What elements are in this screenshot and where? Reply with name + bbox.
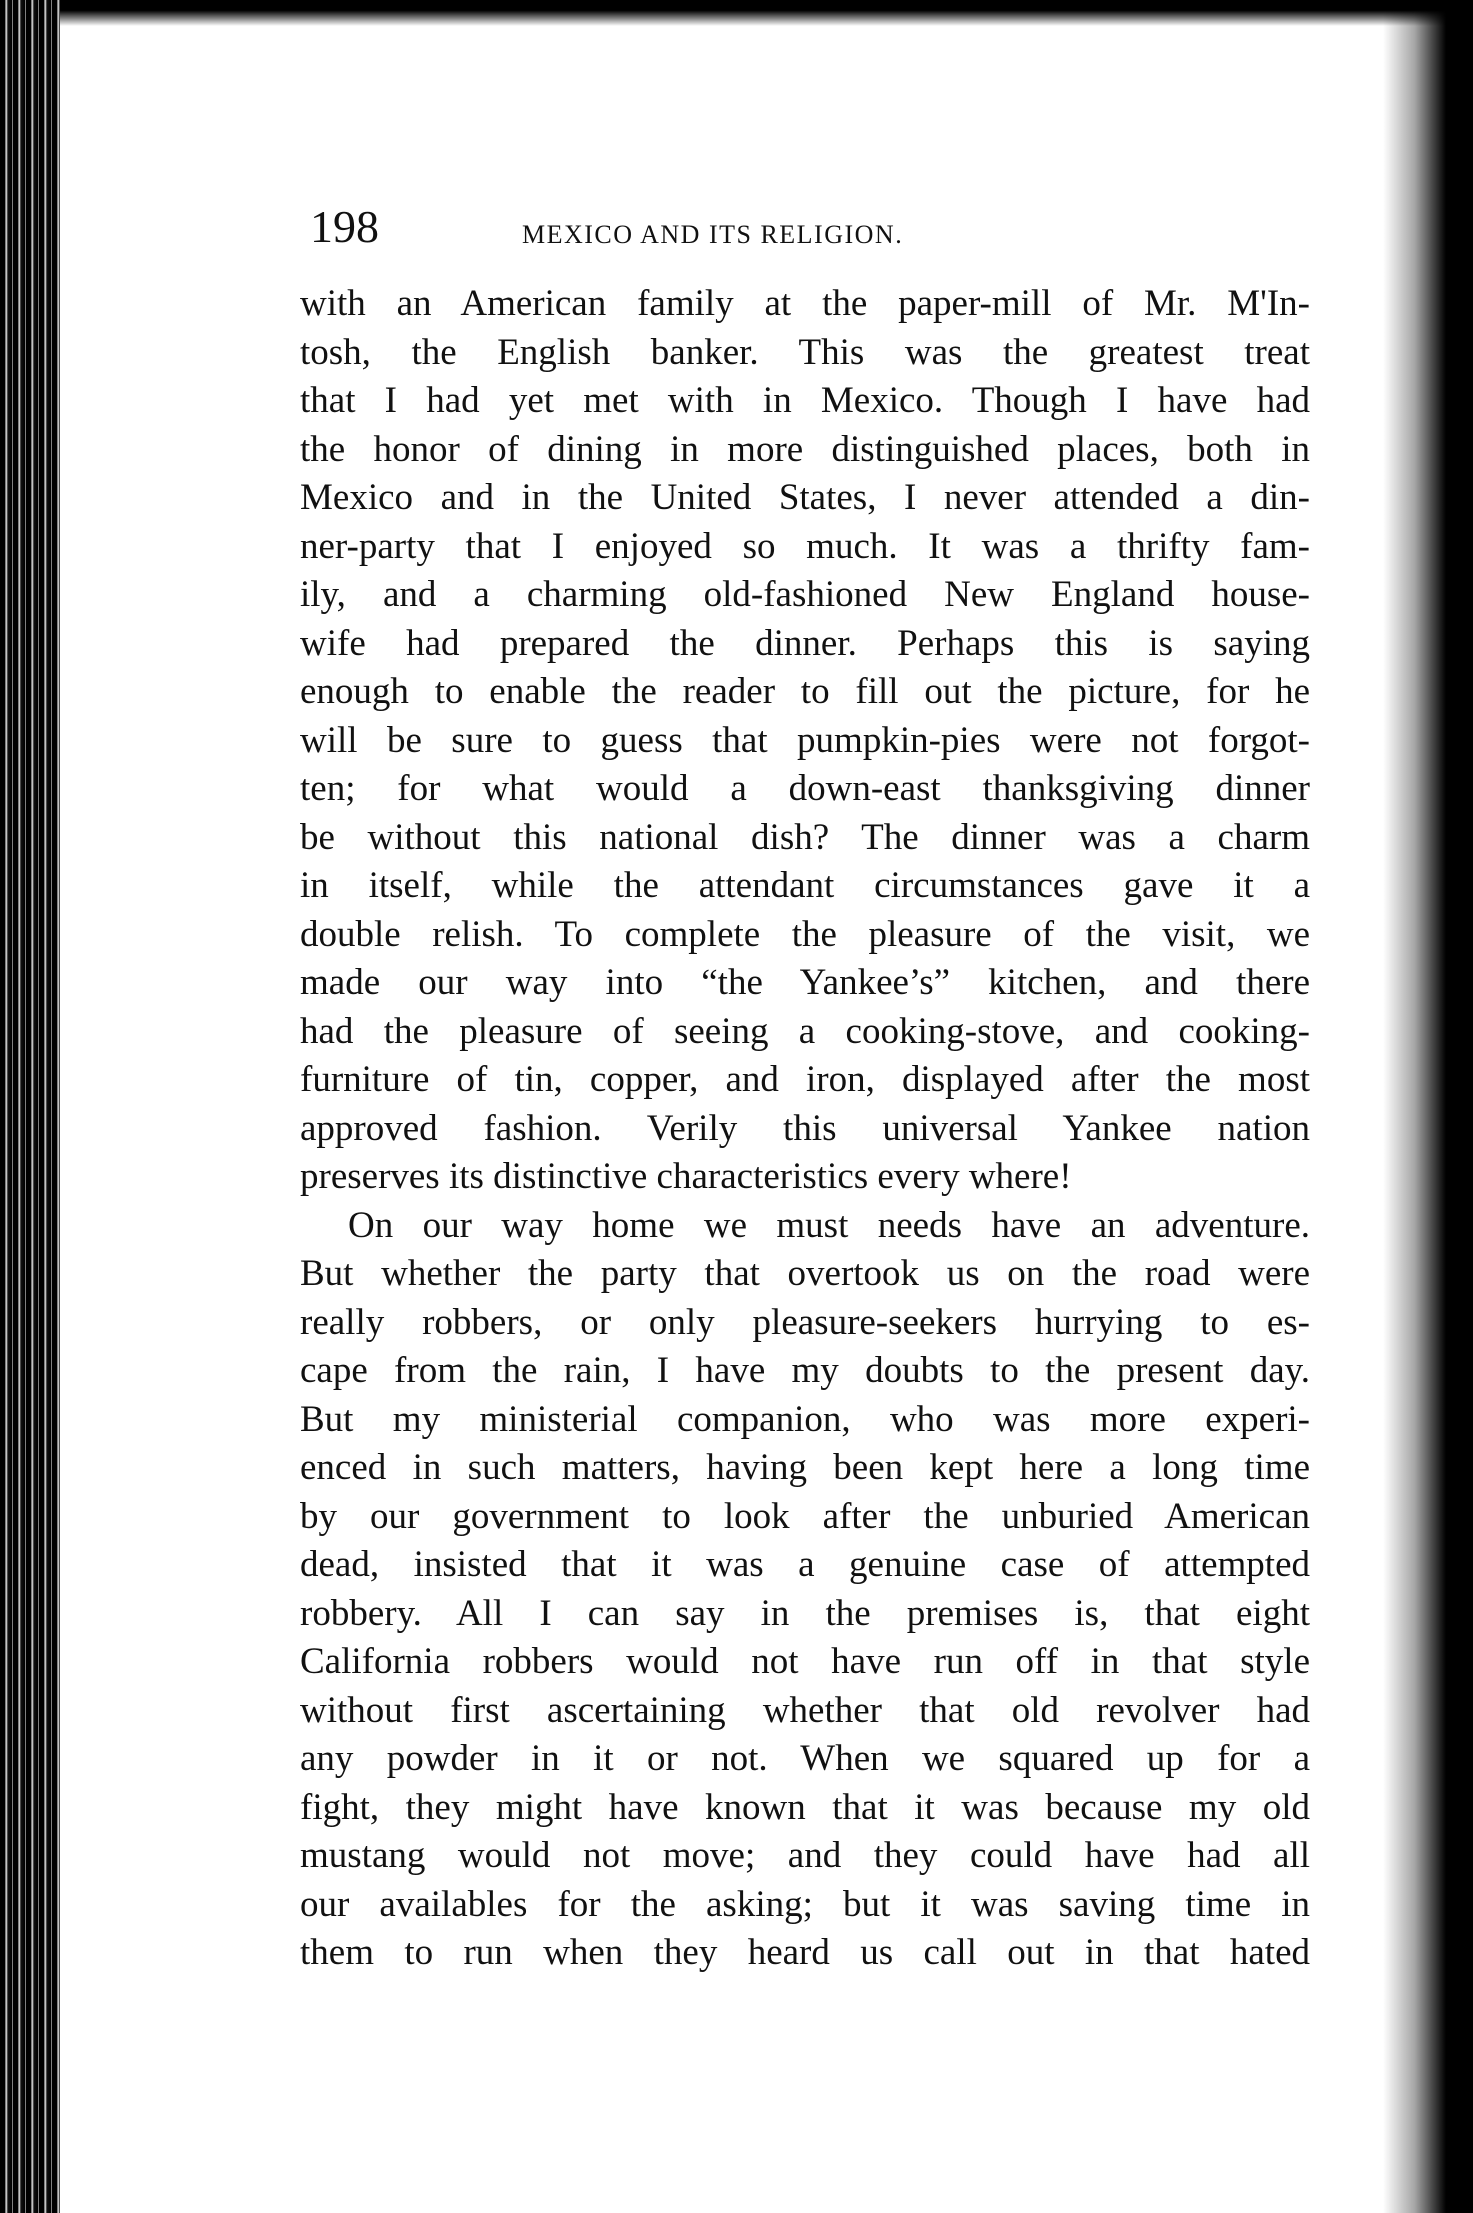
text-line: made our way into “the Yankee’s” kitchen, and there — [300, 962, 1310, 1003]
paragraph — [300, 280, 1310, 1202]
right-edge-shadow — [1383, 0, 1473, 2213]
body-text — [300, 280, 1310, 1978]
page-number: 198 — [310, 201, 379, 252]
text-line: tosh, the English banker. This was the greatest treat — [300, 331, 1310, 373]
text-line: mustang would not move; and they could have had all — [300, 1835, 1310, 1876]
text-line: preserves its distinctive characteristics every where! — [300, 1156, 1072, 1197]
text-line: the honor of dining in more distinguished places, both in — [300, 428, 1310, 470]
text-line: our availables for the asking; but it was saving time in — [300, 1883, 1310, 1925]
text-line: fight, they might have known that it was because my old — [300, 1786, 1310, 1828]
text-line: But whether the party that overtook us on the road were — [300, 1253, 1310, 1294]
text-line: cape from the rain, I have my doubts to the present day. — [300, 1350, 1310, 1391]
text-line: But my ministerial companion, who was more experi- — [300, 1398, 1310, 1440]
top-edge-shadow — [60, 0, 1473, 26]
text-line: any powder in it or not. When we squared up for a — [300, 1738, 1310, 1779]
text-line: them to run when they heard us call out in that hated — [300, 1932, 1310, 1973]
paragraph — [300, 1202, 1310, 1978]
text-line: robbery. All I can say in the premises is, that eight — [300, 1592, 1310, 1634]
text-line: had the pleasure of seeing a cooking-stove, and cooking- — [300, 1010, 1310, 1052]
text-line: ner-party that I enjoyed so much. It was a thrifty fam- — [300, 525, 1310, 567]
text-line: by our government to look after the unburied American — [300, 1495, 1310, 1537]
text-line: be without this national dish? The dinner was a charm — [300, 816, 1310, 858]
text-line: furniture of tin, copper, and iron, displayed after the most — [300, 1059, 1310, 1100]
text-line: On our way home we must needs have an adventure. — [348, 1204, 1310, 1246]
text-line: with an American family at the paper-mill of Mr. M'In- — [300, 283, 1310, 324]
page-header — [300, 200, 1310, 270]
text-line: in itself, while the attendant circumstances gave it a — [300, 865, 1310, 906]
text-line: dead, insisted that it was a genuine case of attempted — [300, 1544, 1310, 1585]
text-line: double relish. To complete the pleasure of the visit, we — [300, 913, 1310, 955]
text-line: will be sure to guess that pumpkin-pies were not forgot- — [300, 719, 1310, 761]
text-line: ten; for what would a down-east thanksgiving dinner — [300, 768, 1310, 809]
text-line: enced in such matters, having been kept here a long time — [300, 1447, 1310, 1488]
text-line: ily, and a charming old-fashioned New England house- — [300, 574, 1310, 615]
text-line: without first ascertaining whether that old revolver had — [300, 1689, 1310, 1731]
text-line: wife had prepared the dinner. Perhaps this is saying — [300, 622, 1310, 664]
book-page — [300, 200, 1310, 1978]
text-line: enough to enable the reader to fill out the picture, for he — [300, 671, 1310, 712]
text-line: California robbers would not have run off in that style — [300, 1641, 1310, 1682]
text-line: approved fashion. Verily this universal Yankee nation — [300, 1107, 1310, 1149]
text-line: that I had yet met with in Mexico. Though I have had — [300, 380, 1310, 421]
book-binding-shadow — [0, 0, 60, 2213]
text-line: Mexico and in the United States, I never attended a din- — [300, 477, 1310, 518]
running-title: MEXICO AND ITS RELIGION. — [522, 220, 904, 249]
text-line: really robbers, or only pleasure-seekers hurrying to es- — [300, 1301, 1310, 1343]
